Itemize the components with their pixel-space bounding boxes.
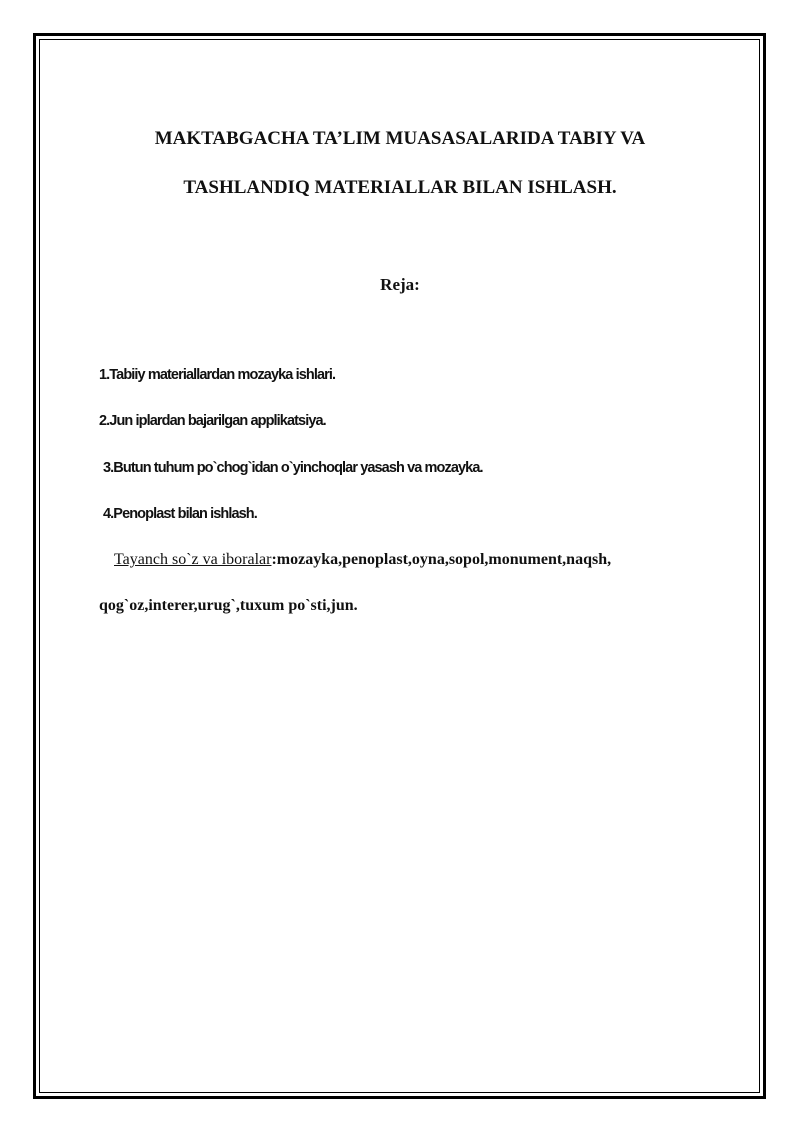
plan-item: 2.Jun iplardan bajarilgan applikatsiya.	[99, 413, 326, 429]
keywords-label: Tayanch so`z va iboralar	[114, 551, 272, 568]
plan-item: 3.Butun tuhum po`chog`idan o`yinchoqlar yasash va mozayka.	[103, 460, 483, 476]
keywords-list-part-1: :mozayka,penoplast,oyna,sopol,monument,naqsh,	[271, 551, 612, 568]
keywords-line-1	[114, 551, 611, 569]
plan-item: 4.Penoplast bilan ishlash.	[103, 506, 257, 522]
plan-item: 1.Tabiiy materiallardan mozayka ishlari.	[99, 367, 336, 383]
plan-heading: Reja:	[380, 275, 420, 294]
document-title-line-1: MAKTABGACHA TA’LIM MUASASALARIDA TABIY VA	[154, 128, 646, 149]
document-title-line-2: TASHLANDIQ MATERIALLAR BILAN ISHLASH.	[183, 177, 617, 198]
keywords-line-2: qog`oz,interer,urug`,tuxum po`sti,jun.	[99, 597, 358, 614]
